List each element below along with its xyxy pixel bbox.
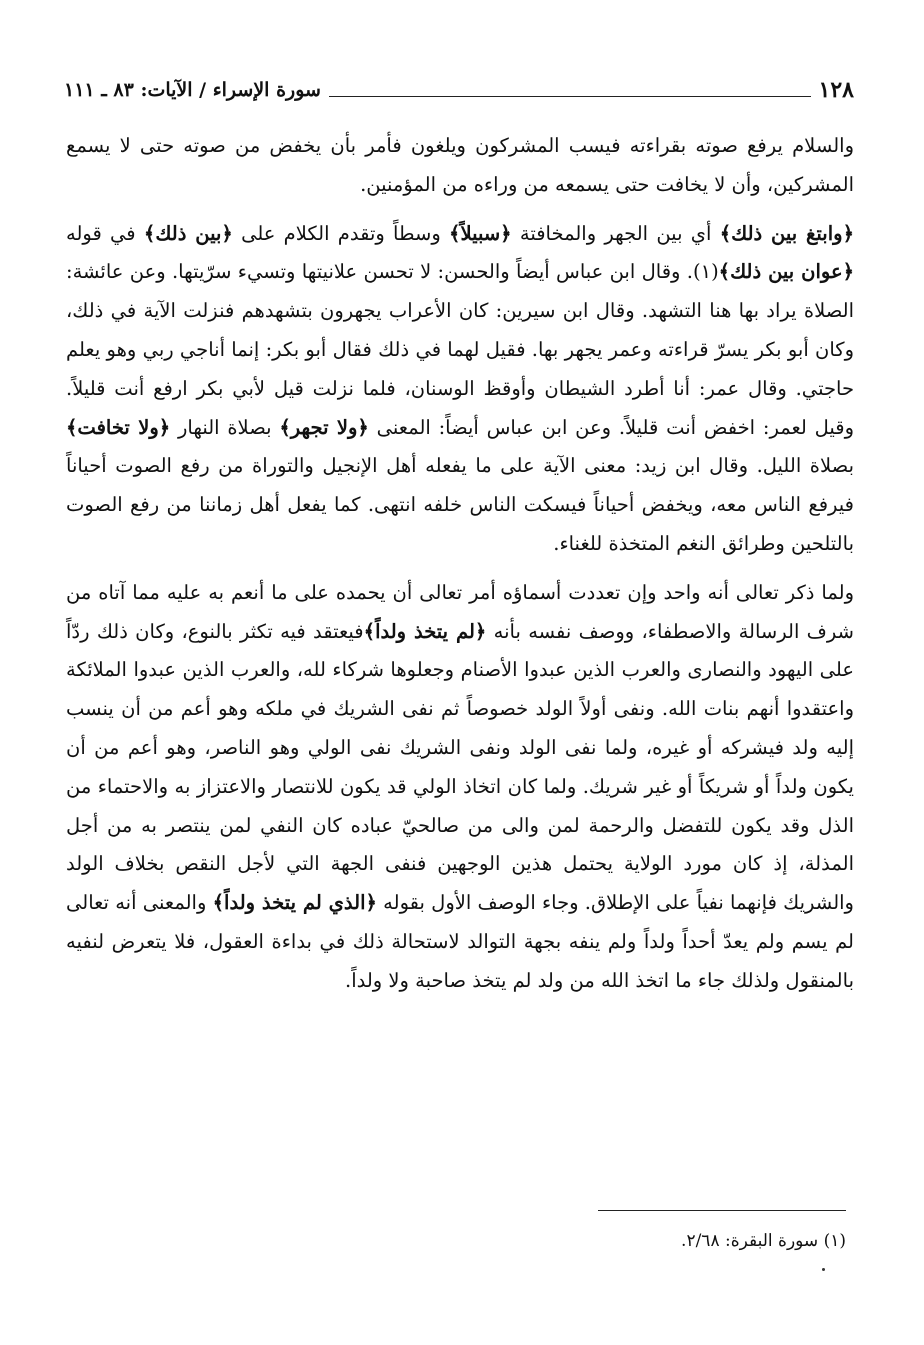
text-segment: وسطاً وتقدم الكلام على [232, 221, 450, 245]
text-segment: ولما ذكر تعالى أنه واحد وإن تعددت أسماؤه أمر تعالى أن يحمده على ما أنعم به عليه مما آتاه من شرف الرسالة والاصطفاء، ووصف نفسه بأنه [66, 580, 854, 643]
footnote: (١) سورة البقرة: ٢/٦٨. [681, 1231, 846, 1251]
text-segment: بصلاة الليل. وقال ابن زيد: معنى الآية على ما يفعله أهل الإنجيل والتوراة من رفع الصوت أحياناً فيرفع الناس معه، ويخفض أحياناً فيسكت الناس خلفه انتهى. كما يفعل أهل زماننا من رفع الصوت بالتلحين وطرائق النغم المتخذة للغناء. [66, 454, 854, 555]
running-title: سورة الإسراء / الآيات: ٨٣ ـ ١١١ [64, 79, 321, 101]
print-speck [822, 1268, 825, 1271]
body-text [66, 127, 854, 1001]
paragraph-1 [66, 127, 854, 205]
text-segment: والسلام يرفع صوته بقراءته فيسب المشركون ويلغون فأمر بأن يخفض من صوته حتى لا يسمع المشركين، وأن لا يخافت حتى يسمعه من وراءه من المؤمنين. [66, 134, 854, 196]
text-segment: والمعنى أنه تعالى لم يسم ولم يعدّ أحداً ولداً ولم ينفه بجهة التوالد لاستحالة ذلك في بداءة العقول، فلا يتعرض لنفيه بالمنقول ولذلك جاء ما اتخذ الله من ولد لم يتخذ صاحبة ولا ولداً. [66, 891, 854, 992]
page-header [64, 72, 854, 108]
text-segment: أي بين الجهر والمخافتة [511, 221, 720, 245]
text-segment: بصلاة النهار [170, 415, 280, 439]
header-rule [329, 96, 811, 97]
quran-quote: ﴿الذي لم يتخذ ولداً﴾ [212, 891, 377, 915]
text-segment: فيعتقد فيه تكثر بالنوع، وكان ذلك ردّاً على اليهود والنصارى والعرب الذين عبدوا الأصنام وجعلوها شركاء لله، والعرب الذين عبدوا الملائكة واعتقدوا أنهم بنات الله. ونفى أولاً الولد خصوصاً ثم نفى الشريك في ملكه وهو أعم من أن ينسب إليه ولد فيشركه أو غيره، ولما نفى الولد ونفى الشريك نفى الولي وهو الناصر، وهو أعم من أن يكون ولداً أو شريكاً أو غير شريك. ولما كان اتخاذ الولي قد يكون للانتصار والاعتزاز به والاحتماء من الذل وقد يكون للتفضل والرحمة لمن والى من صالحيّ عباده كان النفي لمن ينتصر به من أجل المذلة، إذ كان مورد الولاية يحتمل هذين الوجهين فنفى الجهة التي لأجل النقص بخلاف الولد والشريك فإنهما نفياً على الإطلاق. وجاء الوصف الأول بقوله [66, 619, 854, 915]
paragraph-2 [66, 215, 854, 564]
quran-quote: ﴿سبيلاً﴾ [449, 221, 512, 245]
footnote-rule [598, 1210, 846, 1211]
text-segment: في قوله [66, 221, 144, 245]
quran-quote: ﴿عوان بين ذلك﴾ [718, 260, 854, 284]
quran-quote: ﴿ولا تجهر﴾ [279, 415, 369, 439]
quran-quote: ﴿وابتغ بين ذلك﴾ [719, 221, 854, 245]
quran-quote: ﴿لم يتخذ ولداً﴾ [363, 619, 487, 643]
text-segment: (١). وقال ابن عباس أيضاً والحسن: لا تحسن علانيتها وتسيء سرّيتها. وعن عائشة: الصلاة يراد بها هنا التشهد. وقال ابن سيرين: كان الأعراب يجهرون بتشهدهم فنزلت الآية في ذلك، وكان أبو بكر يسرّ قراءته وعمر يجهر بها. فقيل لهما في ذلك فقال أبو بكر: إنما أناجي ربي وهو يعلم حاجتي. وقال عمر: أنا أطرد الشيطان وأوقظ الوسنان، فلما نزلت قيل لأبي بكر ارفع أنت قليلاً. وقيل لعمر: اخفض أنت قليلاً. وعن ابن عباس أيضاً: المعنى [66, 260, 854, 439]
quran-quote: ﴿بين ذلك﴾ [143, 221, 233, 245]
paragraph-3 [66, 574, 854, 1001]
page-number: ١٢٨ [818, 77, 854, 103]
quran-quote: ﴿ولا تخافت﴾ [66, 415, 171, 439]
